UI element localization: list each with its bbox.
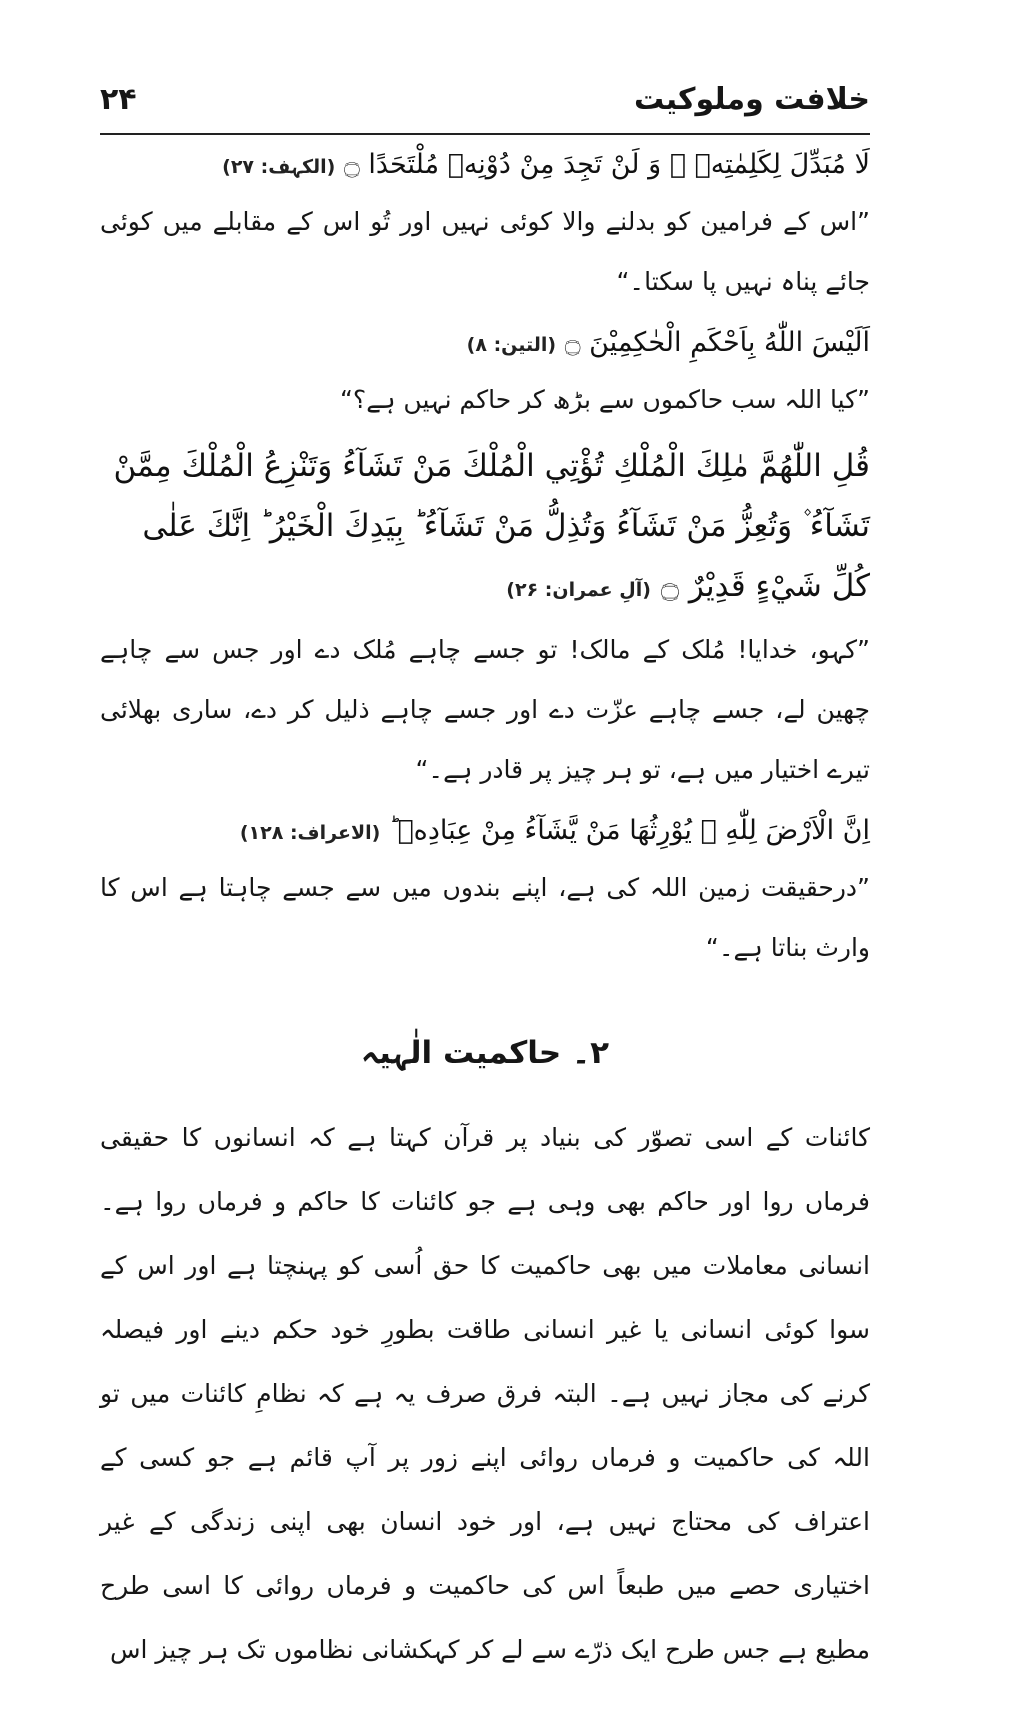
section-heading: ۲۔ حاکمیت الٰہیہ bbox=[360, 1035, 610, 1071]
quran-verse-tin bbox=[100, 318, 870, 370]
body-paragraph: کائنات کے اسی تصوّر کی بنیاد پر قرآن کہتا ہے کہ انسانوں کا حقیقی فرماں روا اور حاکم بھی وہی ہے جو کائنات کا حاکم و فرماں روا ہے۔ انسانی معاملات میں بھی حاکمیت کا حق اُسی کو پہنچتا ہے اور اس کے سوا کوئی انسانی یا غیر انسانی طاقت بطورِ خود حکم دینے اور فیصلہ کرنے کی مجاز نہیں ہے۔ البتہ فرق صرف یہ ہے کہ نظامِ کائنات میں تو اللہ کی حاکمیت و فرماں روائی اپنے زور پر آپ قائم ہے جو کسی کے اعتراف کی محتاج نہیں ہے، اور خود انسان بھی اپنی زندگی کے غیر اختیاری حصے میں طبعاً اس کی حاکمیت و فرماں روائی کا اسی طرح مطیع ہے جس طرح ایک ذرّے سے لے کر کہکشانی نظاموں تک ہر چیز اس bbox=[100, 1123, 870, 1664]
quran-verse-araf bbox=[100, 806, 870, 858]
verse-translation: ”اس کے فرامین کو بدلنے والا کوئی نہیں اور تُو اس کے مقابلے میں کوئی جائے پناہ نہیں پا سکتا۔“ bbox=[100, 207, 870, 296]
quran-verse-kahf bbox=[100, 140, 870, 192]
verse-translation: ”کیا اللہ سب حاکموں سے بڑھ کر حاکم نہیں ہے؟“ bbox=[339, 385, 870, 414]
verse-reference: (التین: ۸) bbox=[466, 334, 557, 356]
verse-text: قُلِ اللّٰهُمَّ مٰلِكَ الْمُلْكِ تُؤْتِي الْمُلْكَ مَنْ تَشَآءُ وَتَنْزِعُ الْمُلْكَ مِمَّنْ تَشَآءُ ۫ وَتُعِزُّ مَنْ تَشَآءُ وَتُذِلُّ مَنْ تَشَآءُ ؕ بِيَدِكَ الْخَيْرُ ؕ اِنَّكَ عَلٰى كُلِّ شَيْءٍ قَدِيْرٌ ۝ bbox=[113, 448, 870, 604]
header-divider bbox=[100, 133, 870, 135]
verse-text: لَا مُبَدِّلَ لِكَلِمٰتِهٖ ۚ وَ لَنْ تَجِدَ مِنْ دُوْنِهٖ مُلْتَحَدًا ۝ bbox=[343, 149, 870, 180]
verse-reference: (آلِ عمران: ۲۶) bbox=[506, 579, 651, 601]
page-header bbox=[100, 82, 870, 132]
page-number: ۲۴ bbox=[100, 82, 137, 117]
running-title: خلافت وملوکیت bbox=[634, 82, 870, 117]
verse-text: اِنَّ الْاَرْضَ لِلّٰهِ ۙ يُوْرِثُهَا مَنْ يَّشَآءُ مِنْ عِبَادِهٖ ؕ bbox=[388, 815, 870, 846]
verse-text: اَلَيْسَ اللّٰهُ بِاَحْكَمِ الْحٰكِمِيْنَ ۝ bbox=[564, 327, 870, 358]
page-content bbox=[100, 140, 870, 1682]
verse-translation: ”درحقیقت زمین اللہ کی ہے، اپنے بندوں میں سے جسے چاہتا ہے اس کا وارث بناتا ہے۔“ bbox=[100, 873, 870, 962]
verse-translation: ”کہو، خدایا! مُلک کے مالک! تو جسے چاہے مُلک دے اور جس سے چاہے چھین لے، جسے چاہے عزّت دے اور جسے چاہے ذلیل کر دے، ساری بھلائی تیرے اختیار میں ہے، تو ہر چیز پر قادر ہے۔“ bbox=[100, 635, 870, 784]
quran-verse-al-imran bbox=[100, 436, 870, 620]
verse-reference: (الکہف: ۲۷) bbox=[222, 156, 336, 178]
verse-reference: (الاعراف: ۱۲۸) bbox=[239, 822, 381, 844]
